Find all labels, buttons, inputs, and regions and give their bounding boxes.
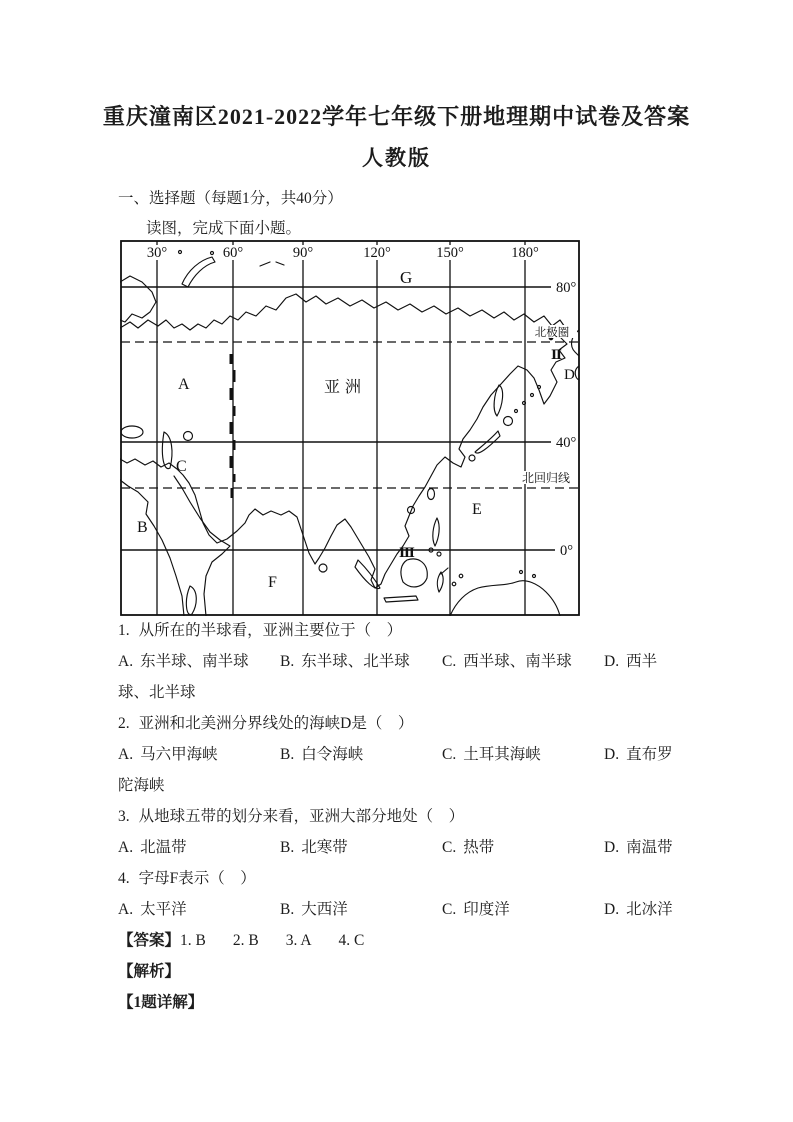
lat-label-0: 0° [560, 543, 574, 559]
dashed-lines [121, 342, 578, 488]
option-d: D. 南温带 [604, 839, 673, 856]
question-text: 从所在的半球看，亚洲主要位于（ ） [138, 622, 403, 639]
letter-a: A [178, 376, 190, 393]
asia-map-figure [120, 240, 580, 616]
novaya-zemlya-island [182, 257, 215, 287]
sulawesi-island [437, 568, 448, 592]
coastlines [120, 251, 579, 617]
question-number: 1. [118, 622, 130, 639]
arctic-islets [260, 262, 284, 266]
question-2-options [118, 739, 673, 801]
letter-f: F [268, 574, 277, 591]
madagascar-island [186, 586, 196, 615]
caspian-sea [162, 432, 172, 469]
option-b: B. 白令海峡 [280, 746, 364, 763]
black-sea [121, 426, 143, 438]
question-number: 4. [118, 870, 130, 887]
question-text: 亚洲和北美洲分界线处的海峡D是（ ） [138, 715, 414, 732]
question-text: 字母F表示（ ） [138, 870, 256, 887]
option-a: A. 北温带 [118, 839, 187, 856]
option-a: A. 马六甲海峡 [118, 746, 218, 763]
question-2 [118, 708, 673, 739]
lon-label-150: 150° [436, 245, 464, 261]
question-3-options [118, 832, 673, 863]
kyushu-island [469, 455, 475, 461]
letter-d: D [564, 367, 575, 383]
intro-text: 读图，完成下面小题。 [146, 220, 302, 237]
option-b: B. 大西洋 [280, 901, 348, 918]
taiwan-island [428, 489, 435, 500]
asia-map [120, 240, 580, 616]
java-island [384, 596, 418, 602]
map-border [121, 241, 579, 615]
letter-g: G [400, 268, 413, 287]
page-title: 重庆潼南区2021-2022学年七年级下册地理期中试卷及答案 [102, 104, 691, 129]
answer-heading: 【答案】 [118, 932, 181, 949]
option-b: B. 北寒带 [280, 839, 348, 856]
lon-label-60: 60° [222, 245, 244, 261]
question-3 [118, 801, 673, 832]
question-text: 从地球五带的划分来看，亚洲大部分地处（ ） [138, 808, 465, 825]
page-subtitle: 人教版 [362, 146, 431, 170]
eurasia-coastline [120, 294, 567, 588]
option-d: D. 西半球、北半球 [118, 653, 658, 701]
question-4 [118, 863, 673, 894]
option-d: D. 北冰洋 [604, 901, 673, 918]
section-heading: 一、选择题（每题1分，共40分） [118, 190, 343, 207]
detail-heading: 【1题详解】 [118, 994, 204, 1011]
analysis-heading: 【解析】 [118, 963, 181, 980]
lon-label-180: 180° [511, 245, 539, 261]
philippines-islands [433, 518, 439, 546]
letter-e: E [472, 501, 482, 518]
answer-item-4: 4. C [338, 932, 365, 949]
letter-b: B [137, 519, 148, 536]
latitude-labels [556, 280, 577, 559]
horn-of-africa-coastline [174, 476, 230, 616]
new-guinea-coastline [450, 581, 560, 616]
option-b: B. 东半球、北半球 [280, 653, 410, 670]
africa-coastline [120, 480, 184, 616]
option-a: A. 东半球、南半球 [118, 653, 249, 670]
question-1 [118, 615, 673, 646]
question-number: 2. [118, 715, 130, 732]
longitude-labels [144, 245, 542, 261]
aral-sea [184, 432, 193, 441]
answer-item-3: 3. A [285, 932, 312, 949]
option-c: C. 印度洋 [442, 901, 510, 918]
scandinavia-coastline [120, 276, 156, 322]
option-c: C. 热带 [442, 839, 495, 856]
lon-label-90: 90° [292, 245, 314, 261]
longitude-gridlines [157, 241, 525, 615]
lon-label-30: 30° [146, 245, 168, 261]
arctic-circle-label: 北极圈 [534, 327, 570, 339]
tropic-of-cancer-label: 北回归线 [521, 471, 571, 485]
questions-and-answers [118, 615, 673, 1018]
option-a: A. 太平洋 [118, 901, 187, 918]
letter-c: C [176, 458, 187, 475]
answer-item-1: 1. B [180, 932, 206, 949]
lat-label-40: 40° [556, 435, 577, 451]
option-c: C. 土耳其海峡 [442, 746, 541, 763]
question-number: 3. [118, 808, 130, 825]
sri-lanka-island [319, 564, 327, 572]
strait-marker-2: Ⅱ [551, 347, 562, 362]
lon-label-120: 120° [363, 245, 391, 261]
strait-marker-3: Ⅲ [399, 545, 415, 560]
question-1-options [118, 646, 673, 708]
question-4-options [118, 894, 673, 925]
option-d: D. 直布罗陀海峡 [118, 746, 673, 794]
borneo-island [401, 559, 427, 587]
option-c: C. 西半球、南半球 [442, 653, 572, 670]
lat-label-80: 80° [556, 280, 577, 296]
answer-item-2: 2. B [232, 932, 259, 949]
answer-line [118, 925, 673, 956]
sumatra-island [355, 560, 380, 589]
continent-label: 亚洲 [324, 379, 367, 396]
hokkaido-island [504, 417, 513, 426]
